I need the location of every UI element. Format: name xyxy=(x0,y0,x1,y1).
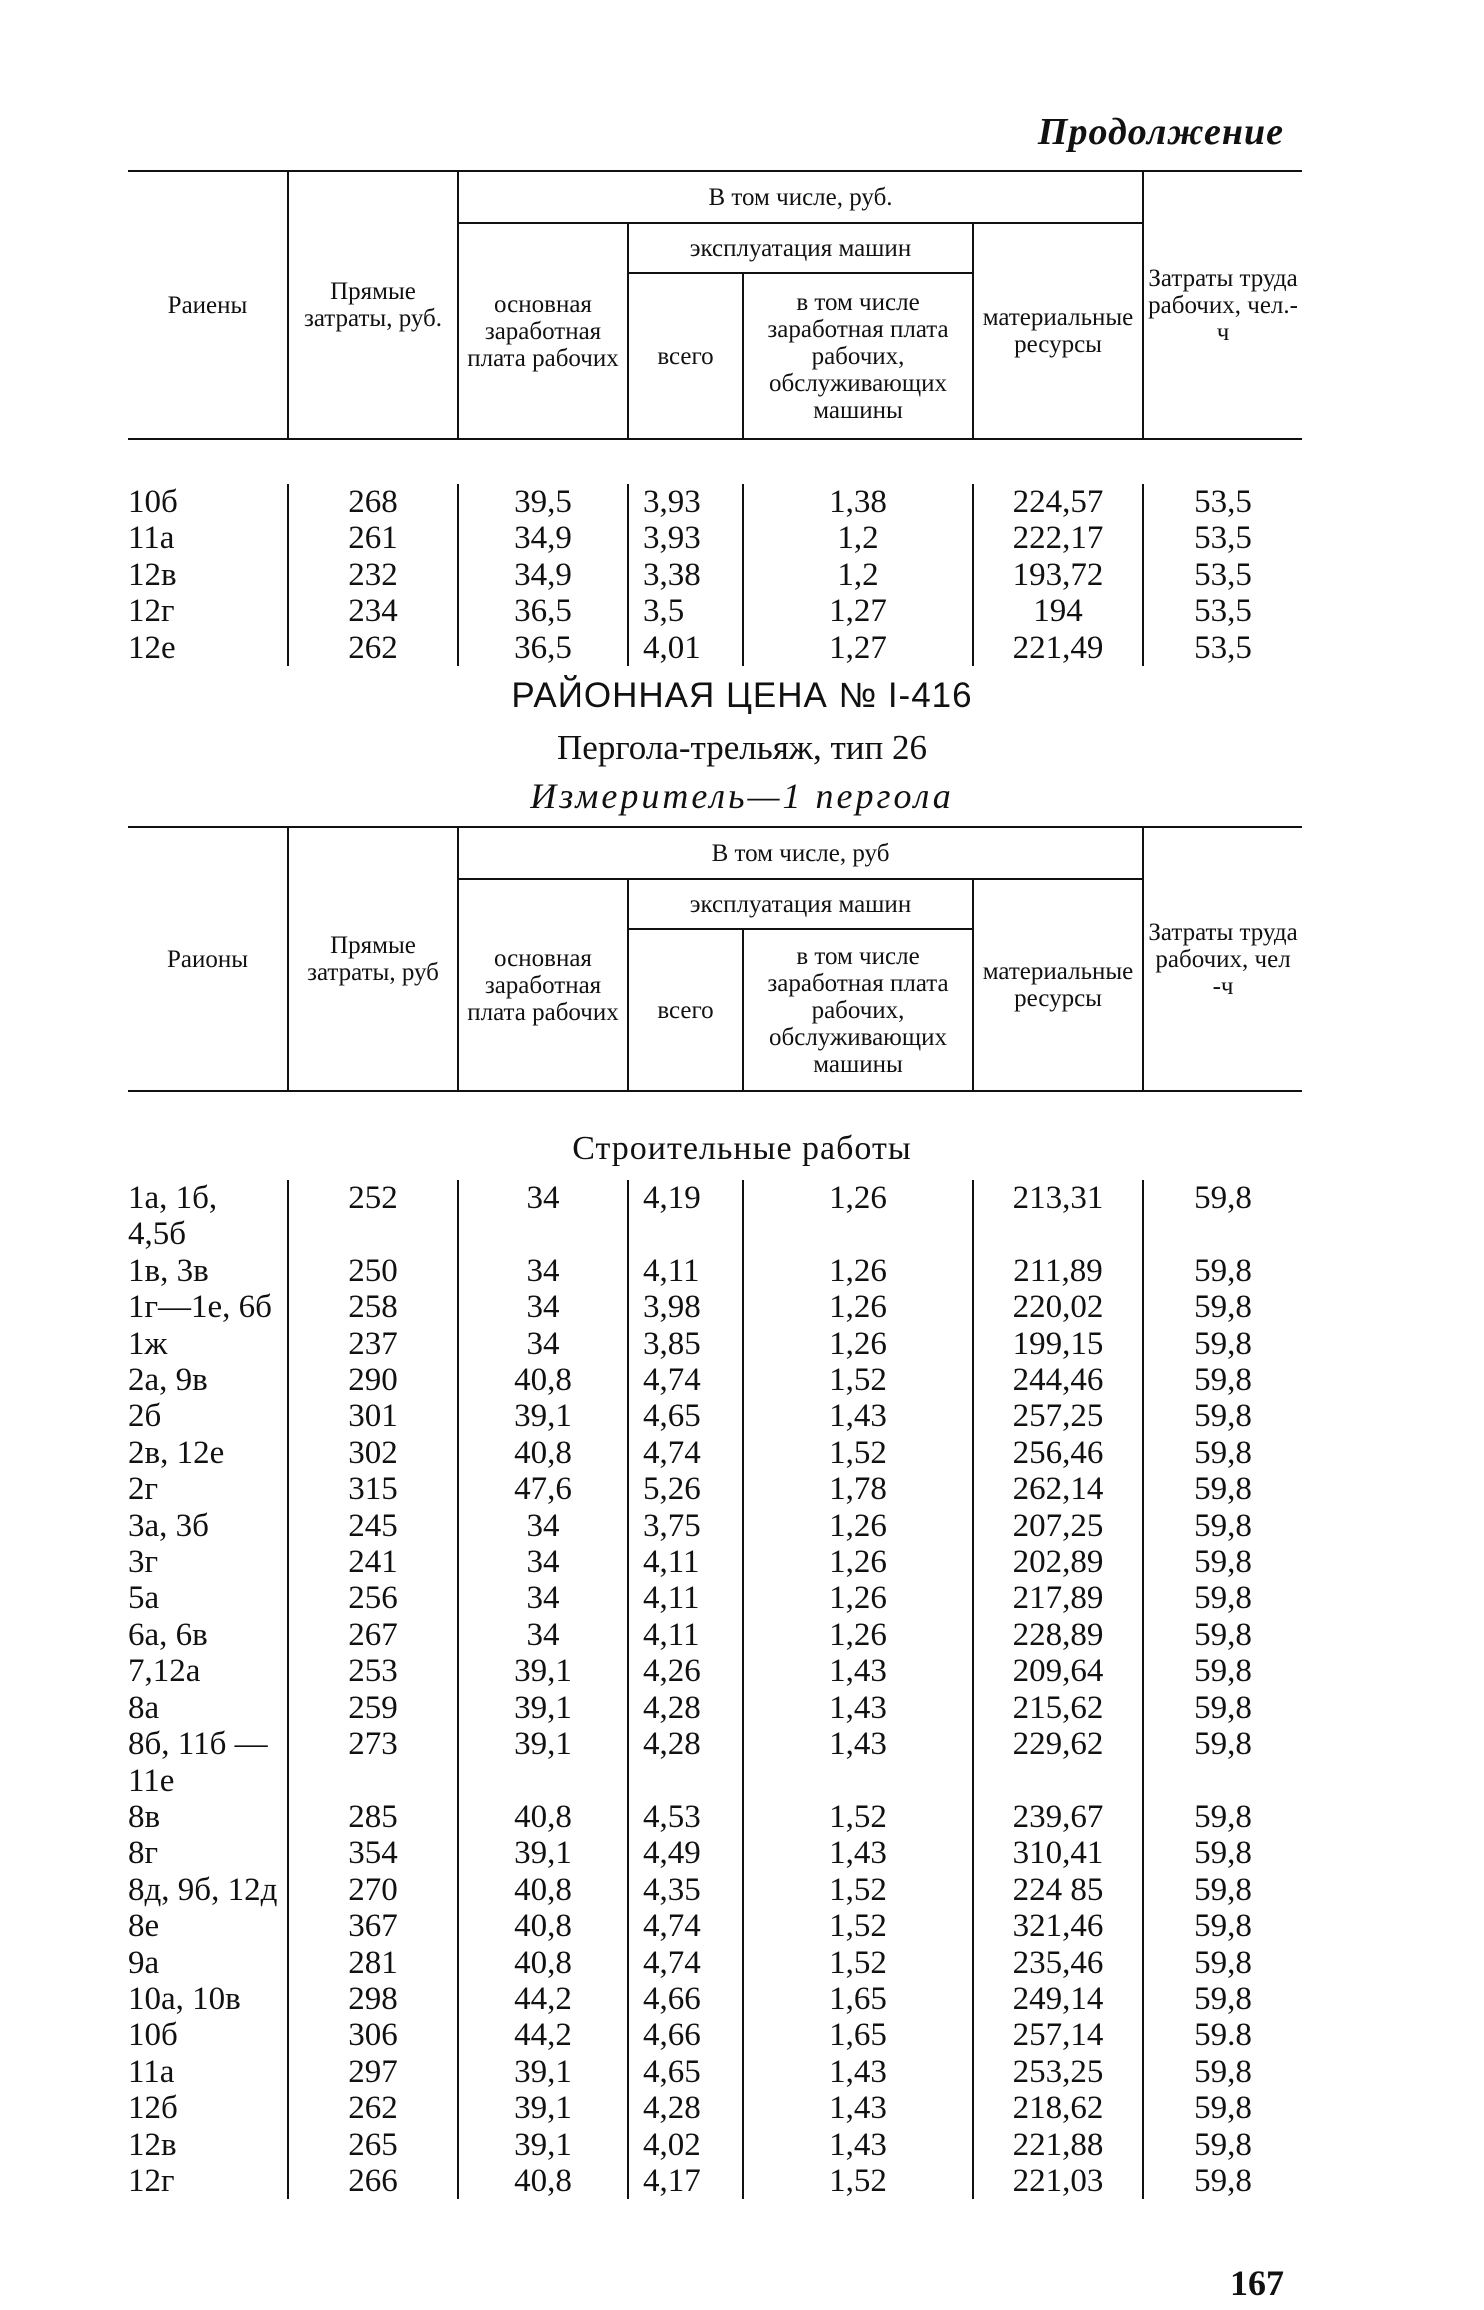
table-row xyxy=(128,1362,1302,1398)
cell-vsego: 4,53 xyxy=(628,1799,743,1835)
cell-zatraty: 59,8 xyxy=(1143,1253,1302,1289)
cell-zp-mashin: 1,52 xyxy=(743,1945,973,1981)
cell-zatraty: 59,8 xyxy=(1143,2163,1302,2199)
cell-materialnye: 211,89 xyxy=(973,1253,1143,1289)
table-row xyxy=(128,1508,1302,1544)
cell-zatraty: 59,8 xyxy=(1143,1508,1302,1544)
table-row xyxy=(128,2090,1302,2126)
cell-materialnye: 321,46 xyxy=(973,1908,1143,1944)
table-row xyxy=(128,630,1302,666)
table-row xyxy=(128,2054,1302,2090)
price-subtitle: Пергола-трельяж, тип 26 xyxy=(557,728,927,767)
cell-rayon: 3г xyxy=(128,1544,159,1581)
cell-zp-mashin: 1,43 xyxy=(743,1398,973,1434)
cell-osnovnaya: 40,8 xyxy=(458,1799,628,1835)
cell-vsego: 4,26 xyxy=(628,1653,743,1689)
cell-materialnye: 249,14 xyxy=(973,1981,1143,2017)
cell-pryamye: 261 xyxy=(288,520,458,556)
cell-pryamye: 298 xyxy=(288,1981,458,2017)
cell-vsego: 4,17 xyxy=(628,2163,743,2199)
measure-label: Измеритель—1 пергола xyxy=(530,776,954,816)
table-row xyxy=(128,1945,1302,1981)
cell-materialnye: 199,15 xyxy=(973,1326,1143,1362)
cell-zp-mashin: 1,52 xyxy=(743,1362,973,1398)
table-row xyxy=(128,520,1302,556)
cell-vsego: 3,75 xyxy=(628,1508,743,1544)
cell-vsego: 3,5 xyxy=(628,593,743,629)
cell-zatraty: 59,8 xyxy=(1143,1289,1302,1325)
cell-zatraty: 59,8 xyxy=(1143,1471,1302,1507)
cell-materialnye: 222,17 xyxy=(973,520,1143,556)
cell-rayon: 1а, 1б, xyxy=(128,1180,218,1216)
cell-materialnye: 224 85 xyxy=(973,1872,1143,1908)
cell-pryamye: 268 xyxy=(288,484,458,520)
cell-rayon: 8в xyxy=(128,1798,161,1835)
col-ekspluatatsiya: эксплуатация машин xyxy=(628,879,973,929)
cell-vsego: 3,38 xyxy=(628,557,743,593)
cell-vsego xyxy=(628,1216,743,1252)
cell-zp-mashin: 1,43 xyxy=(743,2127,973,2163)
cell-osnovnaya: 34 xyxy=(458,1508,628,1544)
cell-zatraty xyxy=(1143,1216,1302,1252)
cell-zp-mashin: 1,2 xyxy=(743,520,973,556)
cell-zp-mashin xyxy=(743,1763,973,1799)
cell-materialnye: 224,57 xyxy=(973,484,1143,520)
cell-materialnye xyxy=(973,1763,1143,1799)
cell-materialnye: 193,72 xyxy=(973,557,1143,593)
cell-vsego: 3,85 xyxy=(628,1326,743,1362)
cell-zatraty: 59,8 xyxy=(1143,1617,1302,1653)
col-rayony: Раионы xyxy=(166,945,249,973)
cell-zp-mashin: 1,43 xyxy=(743,2090,973,2126)
cell-zp-mashin: 1,52 xyxy=(743,1799,973,1835)
cell-materialnye: 220,02 xyxy=(973,1289,1143,1325)
col-materialnye: материальные ресурсы xyxy=(973,879,1143,1091)
table-row xyxy=(128,1180,1302,1216)
cell-vsego: 4,66 xyxy=(628,1981,743,2017)
cell-pryamye: 262 xyxy=(288,2090,458,2126)
cell-vsego: 4,11 xyxy=(628,1617,743,1653)
cell-materialnye: 213,31 xyxy=(973,1180,1143,1216)
col-pryamye: Прямые затраты, руб xyxy=(288,827,458,1091)
col-zatraty: Затраты труда рабочих, чел.-ч xyxy=(1143,171,1302,439)
table-row xyxy=(128,2163,1302,2199)
cell-materialnye: 235,46 xyxy=(973,1945,1143,1981)
cell-rayon: 11е xyxy=(128,1762,175,1799)
cell-zp-mashin: 1,52 xyxy=(743,1435,973,1471)
cell-vsego: 4,74 xyxy=(628,1435,743,1471)
cell-osnovnaya: 39,1 xyxy=(458,1398,628,1434)
cell-vsego: 4,74 xyxy=(628,1362,743,1398)
cell-vsego: 4,28 xyxy=(628,1726,743,1762)
cell-rayon: 8а xyxy=(128,1689,160,1726)
cell-osnovnaya: 34 xyxy=(458,1253,628,1289)
cell-zp-mashin: 1,26 xyxy=(743,1326,973,1362)
cell-pryamye: 315 xyxy=(288,1471,458,1507)
cell-zp-mashin: 1,27 xyxy=(743,593,973,629)
table-row xyxy=(128,1799,1302,1835)
cell-pryamye: 367 xyxy=(288,1908,458,1944)
cell-pryamye: 232 xyxy=(288,557,458,593)
cell-zatraty: 59,8 xyxy=(1143,1908,1302,1944)
col-ekspluatatsiya: эксплуатация машин xyxy=(628,223,973,273)
cell-materialnye: 256,46 xyxy=(973,1435,1143,1471)
cell-zatraty: 53,5 xyxy=(1143,484,1302,520)
cell-osnovnaya: 34 xyxy=(458,1326,628,1362)
cell-vsego: 4,19 xyxy=(628,1180,743,1216)
cell-osnovnaya: 39,5 xyxy=(458,484,628,520)
cell-osnovnaya: 39,1 xyxy=(458,2054,628,2090)
cell-osnovnaya: 47,6 xyxy=(458,1471,628,1507)
col-vsego: всего xyxy=(628,929,743,1091)
cell-osnovnaya: 40,8 xyxy=(458,1945,628,1981)
cell-osnovnaya: 40,8 xyxy=(458,1872,628,1908)
cell-pryamye: 290 xyxy=(288,1362,458,1398)
cell-vsego: 3,93 xyxy=(628,520,743,556)
cell-zatraty: 59,8 xyxy=(1143,1653,1302,1689)
cell-pryamye: 262 xyxy=(288,630,458,666)
cell-zp-mashin xyxy=(743,1216,973,1252)
cell-rayon: 10б xyxy=(128,2017,178,2054)
cell-zp-mashin: 1,65 xyxy=(743,1981,973,2017)
cell-pryamye: 259 xyxy=(288,1690,458,1726)
table-row xyxy=(128,1544,1302,1580)
cell-vsego: 4,66 xyxy=(628,2017,743,2053)
cell-osnovnaya xyxy=(458,1763,628,1799)
cell-vsego: 4,11 xyxy=(628,1253,743,1289)
cell-zp-mashin: 1,2 xyxy=(743,557,973,593)
cell-pryamye: 256 xyxy=(288,1580,458,1616)
cell-pryamye xyxy=(288,1763,458,1799)
table-row xyxy=(128,1835,1302,1871)
cell-zatraty: 59,8 xyxy=(1143,1580,1302,1616)
cell-zatraty: 59,8 xyxy=(1143,1726,1302,1762)
cell-osnovnaya: 39,1 xyxy=(458,2090,628,2126)
col-zatraty: Затраты труда рабочих, чел -ч xyxy=(1143,827,1302,1091)
page-number: 167 xyxy=(1230,2263,1284,2303)
cell-pryamye: 302 xyxy=(288,1435,458,1471)
cell-osnovnaya xyxy=(458,1216,628,1252)
cell-zp-mashin: 1,43 xyxy=(743,1835,973,1871)
cell-materialnye: 253,25 xyxy=(973,2054,1143,2090)
cell-zp-mashin: 1,65 xyxy=(743,2017,973,2053)
cell-rayon: 5а xyxy=(128,1580,160,1617)
cell-materialnye: 229,62 xyxy=(973,1726,1143,1762)
cell-vsego: 3,98 xyxy=(628,1289,743,1325)
cell-osnovnaya: 40,8 xyxy=(458,2163,628,2199)
cell-zp-mashin: 1,52 xyxy=(743,2163,973,2199)
table-row xyxy=(128,1471,1302,1507)
cell-zp-mashin: 1,52 xyxy=(743,1908,973,1944)
cell-zatraty: 59,8 xyxy=(1143,1981,1302,2017)
cell-rayon: 2в, 12е xyxy=(128,1434,225,1471)
cell-pryamye: 252 xyxy=(288,1180,458,1216)
cell-vsego xyxy=(628,1763,743,1799)
table-row xyxy=(128,1726,1302,1762)
cell-osnovnaya: 34 xyxy=(458,1617,628,1653)
cell-rayon: 12в xyxy=(128,556,177,593)
cell-osnovnaya: 39,1 xyxy=(458,1653,628,1689)
cell-zatraty: 59,8 xyxy=(1143,1690,1302,1726)
col-vsego: всего xyxy=(628,273,743,439)
cell-zatraty: 59,8 xyxy=(1143,1945,1302,1981)
col-v-tom-chisle: В том числе, руб. xyxy=(458,171,1143,223)
col-v-tom-chisle: В том числе, руб xyxy=(458,827,1143,879)
cell-zp-mashin: 1,26 xyxy=(743,1180,973,1216)
table1-header xyxy=(128,170,1302,440)
cell-vsego: 4,65 xyxy=(628,1398,743,1434)
table-row xyxy=(128,2017,1302,2053)
cell-zp-mashin: 1,43 xyxy=(743,1726,973,1762)
table-row xyxy=(128,1580,1302,1616)
cell-osnovnaya: 39,1 xyxy=(458,1726,628,1762)
table1-body xyxy=(128,484,1302,666)
cell-zp-mashin: 1,26 xyxy=(743,1289,973,1325)
cell-rayon: 7,12а xyxy=(128,1653,201,1690)
cell-materialnye: 215,62 xyxy=(973,1690,1143,1726)
cell-pryamye: 237 xyxy=(288,1326,458,1362)
cell-materialnye: 202,89 xyxy=(973,1544,1143,1580)
cell-rayon: 10а, 10в xyxy=(128,1980,241,2017)
cell-osnovnaya: 39,1 xyxy=(458,1835,628,1871)
table-row xyxy=(128,1763,1302,1799)
cell-osnovnaya: 36,5 xyxy=(458,630,628,666)
cell-pryamye: 253 xyxy=(288,1653,458,1689)
cell-vsego: 4,74 xyxy=(628,1908,743,1944)
cell-materialnye: 221,03 xyxy=(973,2163,1143,2199)
cell-osnovnaya: 34,9 xyxy=(458,557,628,593)
cell-rayon: 4,5б xyxy=(128,1216,187,1253)
table-row xyxy=(128,1398,1302,1434)
table-row xyxy=(128,557,1302,593)
cell-zatraty: 59,8 xyxy=(1143,1799,1302,1835)
cell-rayon: 9а xyxy=(128,1944,160,1981)
cell-zatraty: 59,8 xyxy=(1143,1398,1302,1434)
cell-pryamye: 258 xyxy=(288,1289,458,1325)
cell-pryamye xyxy=(288,1216,458,1252)
cell-rayon: 12в xyxy=(128,2126,177,2163)
cell-osnovnaya: 34,9 xyxy=(458,520,628,556)
col-osnovnaya: основная заработная плата рабочих xyxy=(458,879,628,1091)
table-row xyxy=(128,1216,1302,1252)
cell-rayon: 10б xyxy=(128,484,178,520)
cell-vsego: 4,28 xyxy=(628,1690,743,1726)
table-row xyxy=(128,484,1302,520)
cell-zatraty: 53,5 xyxy=(1143,557,1302,593)
table-row xyxy=(128,1690,1302,1726)
col-rayony: Раиены xyxy=(167,291,248,319)
cell-rayon: 12е xyxy=(128,629,176,666)
table-row xyxy=(128,1872,1302,1908)
cell-pryamye: 354 xyxy=(288,1835,458,1871)
cell-pryamye: 306 xyxy=(288,2017,458,2053)
cell-materialnye: 310,41 xyxy=(973,1835,1143,1871)
cell-osnovnaya: 39,1 xyxy=(458,2127,628,2163)
cell-osnovnaya: 44,2 xyxy=(458,2017,628,2053)
cell-rayon: 12г xyxy=(128,2162,175,2199)
section-label: Строительные работы xyxy=(572,1130,912,1167)
table-row xyxy=(128,1289,1302,1325)
cell-zatraty: 53,5 xyxy=(1143,520,1302,556)
cell-pryamye: 297 xyxy=(288,2054,458,2090)
cell-osnovnaya: 36,5 xyxy=(458,593,628,629)
cell-materialnye: 239,67 xyxy=(973,1799,1143,1835)
table-row xyxy=(128,1653,1302,1689)
cell-zatraty: 59,8 xyxy=(1143,2090,1302,2126)
cell-materialnye: 228,89 xyxy=(973,1617,1143,1653)
cell-materialnye: 221,49 xyxy=(973,630,1143,666)
cell-materialnye: 262,14 xyxy=(973,1471,1143,1507)
cell-zp-mashin: 1,78 xyxy=(743,1471,973,1507)
cell-zp-mashin: 1,43 xyxy=(743,2054,973,2090)
cell-zp-mashin: 1,43 xyxy=(743,1653,973,1689)
cell-zatraty: 59,8 xyxy=(1143,1872,1302,1908)
cell-osnovnaya: 40,8 xyxy=(458,1908,628,1944)
cell-pryamye: 281 xyxy=(288,1945,458,1981)
table-row xyxy=(128,1908,1302,1944)
cell-materialnye: 218,62 xyxy=(973,2090,1143,2126)
cell-pryamye: 245 xyxy=(288,1508,458,1544)
table-row xyxy=(128,1253,1302,1289)
cell-rayon: 1г—1е, 6б xyxy=(128,1289,272,1326)
cell-zp-mashin: 1,27 xyxy=(743,630,973,666)
cell-zp-mashin: 1,26 xyxy=(743,1544,973,1580)
cell-zp-mashin: 1,38 xyxy=(743,484,973,520)
cell-vsego: 4,28 xyxy=(628,2090,743,2126)
col-pryamye: Прямые затраты, руб. xyxy=(288,171,458,439)
cell-vsego: 4,35 xyxy=(628,1872,743,1908)
cell-vsego: 4,11 xyxy=(628,1580,743,1616)
table-row xyxy=(128,1326,1302,1362)
cell-rayon: 1ж xyxy=(128,1325,168,1362)
cell-rayon: 1в, 3в xyxy=(128,1252,209,1289)
cell-pryamye: 270 xyxy=(288,1872,458,1908)
cell-vsego: 4,02 xyxy=(628,2127,743,2163)
cell-pryamye: 285 xyxy=(288,1799,458,1835)
cell-osnovnaya: 44,2 xyxy=(458,1981,628,2017)
continuation-label: Продолжение xyxy=(1037,111,1284,153)
cell-osnovnaya: 34 xyxy=(458,1180,628,1216)
cell-vsego: 4,01 xyxy=(628,630,743,666)
cell-osnovnaya: 34 xyxy=(458,1544,628,1580)
cell-zp-mashin: 1,43 xyxy=(743,1690,973,1726)
cell-zatraty: 59,8 xyxy=(1143,1180,1302,1216)
col-zp-mashin: в том числе заработная плата рабочих, обслуживающих машины xyxy=(743,273,973,439)
table-row xyxy=(128,593,1302,629)
cell-pryamye: 241 xyxy=(288,1544,458,1580)
cell-zatraty: 59,8 xyxy=(1143,1326,1302,1362)
cell-zatraty: 53,5 xyxy=(1143,630,1302,666)
cell-rayon: 8г xyxy=(128,1835,159,1872)
cell-rayon: 2б xyxy=(128,1398,162,1435)
cell-materialnye: 257,14 xyxy=(973,2017,1143,2053)
cell-osnovnaya: 34 xyxy=(458,1289,628,1325)
cell-zatraty: 59,8 xyxy=(1143,1435,1302,1471)
cell-pryamye: 301 xyxy=(288,1398,458,1434)
cell-materialnye: 244,46 xyxy=(973,1362,1143,1398)
cell-materialnye: 257,25 xyxy=(973,1398,1143,1434)
cell-rayon: 2г xyxy=(128,1471,159,1508)
cell-rayon: 3а, 3б xyxy=(128,1507,209,1544)
table-row xyxy=(128,1981,1302,2017)
cell-vsego: 4,11 xyxy=(628,1544,743,1580)
cell-zatraty: 59.8 xyxy=(1143,2017,1302,2053)
col-zp-mashin: в том числе заработная плата рабочих, обслуживающих машины xyxy=(743,929,973,1091)
cell-vsego: 4,65 xyxy=(628,2054,743,2090)
cell-rayon: 11а xyxy=(128,2053,175,2090)
cell-zatraty: 59,8 xyxy=(1143,2127,1302,2163)
cell-zatraty: 53,5 xyxy=(1143,593,1302,629)
cell-materialnye: 217,89 xyxy=(973,1580,1143,1616)
cell-materialnye: 207,25 xyxy=(973,1508,1143,1544)
cell-rayon: 6а, 6в xyxy=(128,1616,208,1653)
table2-header xyxy=(128,826,1302,1092)
col-osnovnaya: основная заработная плата рабочих xyxy=(458,223,628,439)
cell-vsego: 4,74 xyxy=(628,1945,743,1981)
cell-rayon: 2а, 9в xyxy=(128,1362,208,1399)
cell-pryamye: 267 xyxy=(288,1617,458,1653)
cell-zp-mashin: 1,26 xyxy=(743,1253,973,1289)
table2-body xyxy=(128,1180,1302,2199)
col-materialnye: материальные ресурсы xyxy=(973,223,1143,439)
cell-zp-mashin: 1,26 xyxy=(743,1508,973,1544)
cell-rayon: 8е xyxy=(128,1908,160,1945)
cell-zatraty: 59,8 xyxy=(1143,1835,1302,1871)
price-title: РАЙОННАЯ ЦЕНА № I-416 xyxy=(511,676,973,715)
cell-rayon: 8б, 11б — xyxy=(128,1726,268,1763)
cell-pryamye: 250 xyxy=(288,1253,458,1289)
cell-zatraty: 59,8 xyxy=(1143,2054,1302,2090)
cell-materialnye: 221,88 xyxy=(973,2127,1143,2163)
cell-zatraty: 59,8 xyxy=(1143,1362,1302,1398)
cell-materialnye xyxy=(973,1216,1143,1252)
cell-osnovnaya: 40,8 xyxy=(458,1362,628,1398)
cell-pryamye: 265 xyxy=(288,2127,458,2163)
table-row xyxy=(128,1435,1302,1471)
cell-rayon: 11а xyxy=(128,520,175,557)
cell-materialnye: 209,64 xyxy=(973,1653,1143,1689)
table-row xyxy=(128,1617,1302,1653)
cell-vsego: 4,49 xyxy=(628,1835,743,1871)
cell-pryamye: 266 xyxy=(288,2163,458,2199)
cell-osnovnaya: 34 xyxy=(458,1580,628,1616)
cell-materialnye: 194 xyxy=(973,593,1143,629)
cell-rayon: 8д, 9б, 12д xyxy=(128,1871,278,1908)
cell-osnovnaya: 40,8 xyxy=(458,1435,628,1471)
cell-zp-mashin: 1,52 xyxy=(743,1872,973,1908)
cell-vsego: 5,26 xyxy=(628,1471,743,1507)
cell-vsego: 3,93 xyxy=(628,484,743,520)
cell-zp-mashin: 1,26 xyxy=(743,1580,973,1616)
cell-zatraty xyxy=(1143,1763,1302,1799)
cell-pryamye: 273 xyxy=(288,1726,458,1762)
cell-pryamye: 234 xyxy=(288,593,458,629)
cell-rayon: 12г xyxy=(128,593,175,630)
cell-rayon: 12б xyxy=(128,2090,178,2127)
table-row xyxy=(128,2127,1302,2163)
cell-zatraty: 59,8 xyxy=(1143,1544,1302,1580)
cell-osnovnaya: 39,1 xyxy=(458,1690,628,1726)
cell-zp-mashin: 1,26 xyxy=(743,1617,973,1653)
